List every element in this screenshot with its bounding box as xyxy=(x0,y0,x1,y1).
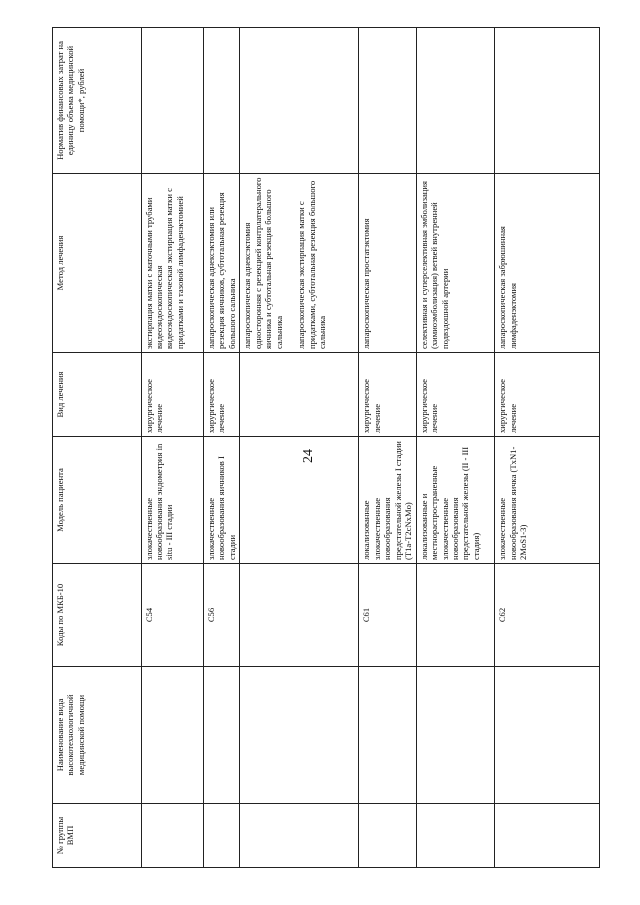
method-item: экстирпация матки с маточными трубами видеоэндоскопическая xyxy=(143,197,164,349)
header-norm: Норматив финансовых затрат на единицу объема медицинской помощи*, рублей xyxy=(53,28,142,174)
cell-norm xyxy=(416,28,495,174)
cell-type: хирургическое лечение xyxy=(141,353,203,437)
method-gap xyxy=(284,177,296,349)
cell-model: злокачественные новообразования яичников I стадии xyxy=(204,437,240,564)
cell-method xyxy=(141,174,203,353)
cell-model xyxy=(240,437,359,564)
cell-name xyxy=(240,667,359,804)
cell-name xyxy=(416,667,495,804)
table-row xyxy=(204,28,240,868)
cell-method: лапароскопическая простатэктомия xyxy=(359,174,416,353)
cell-model: злокачественные новообразования эндометрия in situ - III стадии xyxy=(141,437,203,564)
header-group: № группы ВМП xyxy=(53,804,142,868)
cell-method: лапароскопическая аднексэктомия или резекция яичников, субтотальная резекция большого сальника xyxy=(204,174,240,353)
header-name: Наименование вида высокотехнологичной медицинской помощи xyxy=(53,667,142,804)
cell-name xyxy=(359,667,416,804)
cell-name xyxy=(495,667,600,804)
cell-group xyxy=(204,804,240,868)
page-number: 24 xyxy=(301,449,316,463)
rotated-table-container xyxy=(52,28,600,868)
cell-group xyxy=(141,804,203,868)
cell-norm xyxy=(141,28,203,174)
cell-type: хирургическое лечение xyxy=(495,353,600,437)
header-code: Коды по МКБ-10 xyxy=(53,564,142,667)
cell-code: C61 xyxy=(359,564,416,667)
header-type: Вид лечения xyxy=(53,353,142,437)
cell-group xyxy=(495,804,600,868)
treatment-table xyxy=(52,27,600,868)
cell-code: C62 xyxy=(495,564,600,667)
cell-norm xyxy=(495,28,600,174)
method-item: видеоэндоскопическая экстирпация матки с придатками и тазовой лимфаденэктомией xyxy=(164,188,185,349)
cell-group xyxy=(359,804,416,868)
table-row xyxy=(240,28,359,868)
table-row xyxy=(416,28,495,868)
cell-code: C56 xyxy=(204,564,240,667)
cell-group xyxy=(416,804,495,868)
header-method: Метод лечения xyxy=(53,174,142,353)
cell-model: локализованные злокачественные новообразования предстательной железы I стадии (T1a-T2cNxMo) xyxy=(359,437,416,564)
cell-norm xyxy=(204,28,240,174)
cell-type xyxy=(240,353,359,437)
cell-type: хирургическое лечение xyxy=(359,353,416,437)
table-row xyxy=(495,28,600,868)
cell-method xyxy=(240,174,359,353)
cell-norm xyxy=(359,28,416,174)
cell-code xyxy=(416,564,495,667)
cell-code xyxy=(240,564,359,667)
cell-name xyxy=(141,667,203,804)
cell-norm xyxy=(240,28,359,174)
cell-model: локализованные и местнораспространенные злокачественные новообразования предстательной железы (II - III стадия) xyxy=(416,437,495,564)
cell-type: хирургическое лечение xyxy=(204,353,240,437)
table-row xyxy=(359,28,416,868)
cell-model: злокачественные новообразования яичка (TxN1-2MoS1-3) xyxy=(495,437,600,564)
cell-method: селективная и суперселективная эмболизация (химиоэмболизация) ветвей внутренней подвздошной артерии xyxy=(416,174,495,353)
cell-code: C54 xyxy=(141,564,203,667)
method-item: лапароскопическая экстирпация матки с придатками, субтотальная резекция большого сальника xyxy=(296,180,327,349)
header-model: Модель пациента xyxy=(53,437,142,564)
cell-name xyxy=(204,667,240,804)
cell-type: хирургическое лечение xyxy=(416,353,495,437)
cell-group xyxy=(240,804,359,868)
table-row xyxy=(141,28,203,868)
table-header-row xyxy=(53,28,142,868)
cell-method: лапароскопическая забрюшинная лимфаденэктомия xyxy=(495,174,600,353)
method-item: лапароскопическая аднексэктомия односторонняя с резекцией контрлатерального яичника и субтотальная резекция большого сальника xyxy=(242,177,284,349)
